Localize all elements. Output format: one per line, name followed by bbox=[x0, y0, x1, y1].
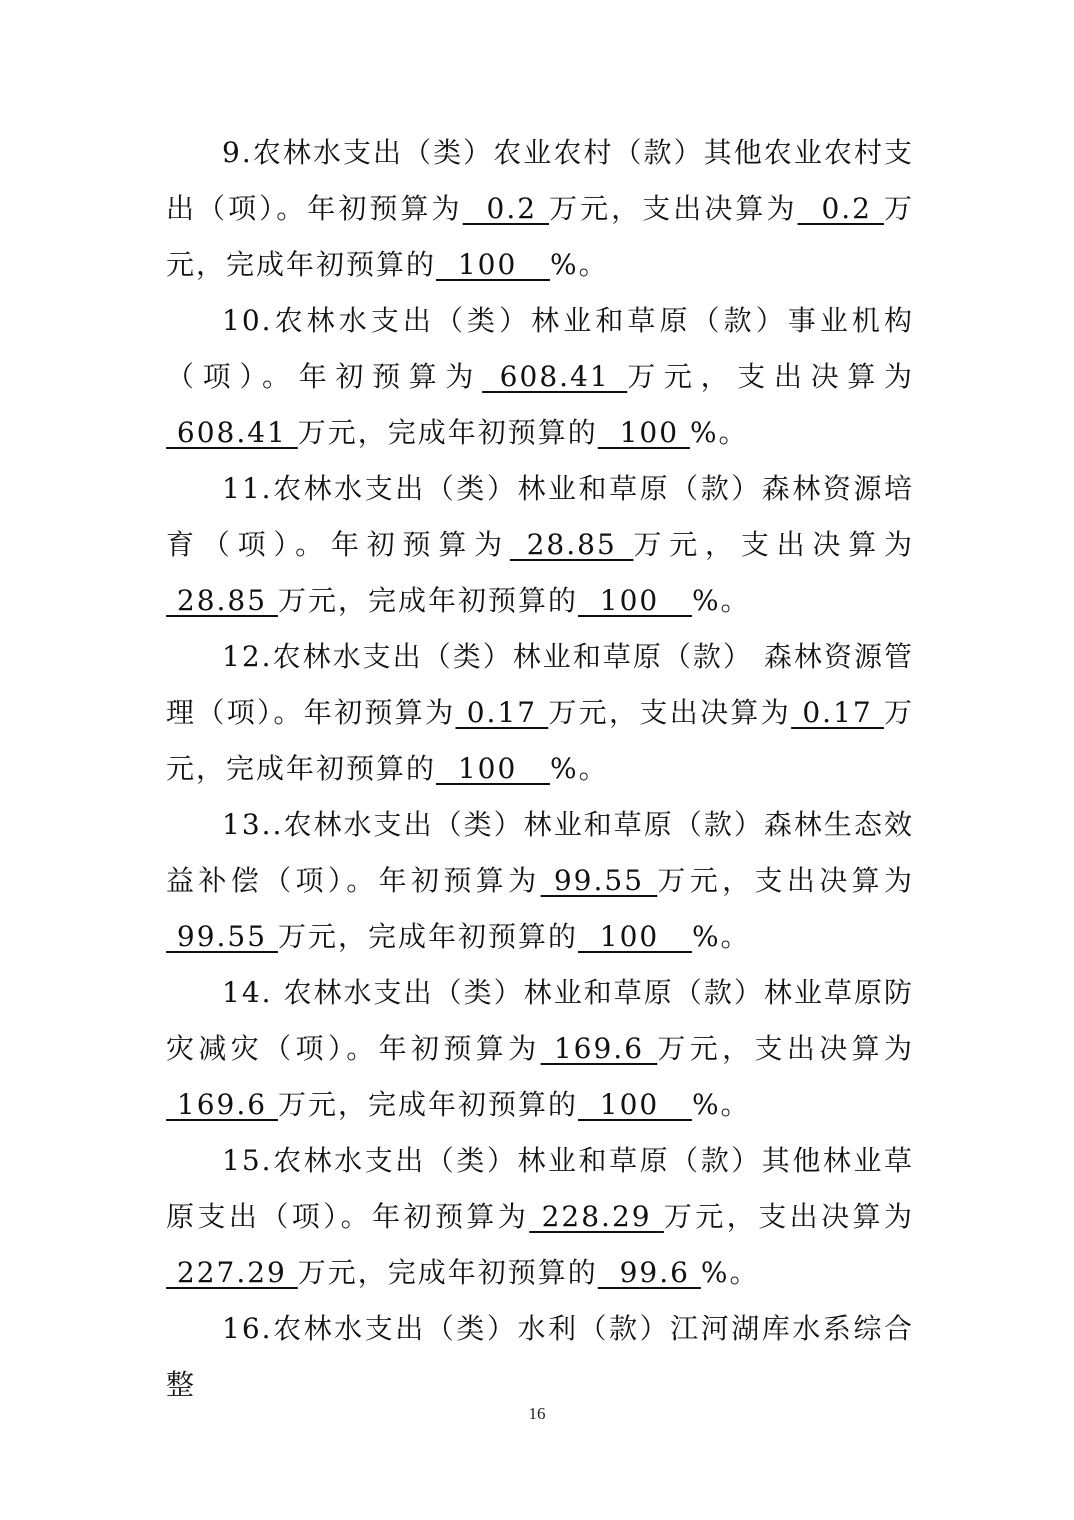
item-text: 农林水支出（类）林业和草原（款）森林生态效益补偿（项）。年初预算为 bbox=[166, 808, 914, 897]
final-value: 608.41 bbox=[166, 416, 298, 449]
budget-value: 169.6 bbox=[540, 1032, 658, 1065]
item-text: 万元，支出决算为 bbox=[549, 192, 798, 225]
document-body bbox=[166, 125, 914, 1413]
item-number: 15. bbox=[222, 1144, 273, 1177]
list-item bbox=[166, 125, 914, 293]
list-item bbox=[166, 629, 914, 797]
budget-value: 0.17 bbox=[455, 696, 549, 729]
item-text: %。 bbox=[549, 752, 609, 785]
item-text: 农林水支出（类）林业和草原（款）事业机构（项）。年初预算为 bbox=[166, 304, 914, 393]
final-value: 28.85 bbox=[166, 584, 278, 617]
completion-rate: 99.6 bbox=[597, 1256, 701, 1289]
completion-rate: 100 bbox=[597, 416, 690, 449]
item-text: 万元，完成年初预算的 bbox=[166, 192, 914, 281]
item-text: 万元，支出决算为 bbox=[627, 360, 914, 393]
final-value: 169.6 bbox=[166, 1088, 278, 1121]
item-number: 11. bbox=[222, 472, 273, 505]
item-text: 农林水支出（类）林业和草原（款）森林资源培育（项）。年初预算为 bbox=[166, 472, 914, 561]
budget-value: 228.29 bbox=[529, 1200, 664, 1233]
item-text: 农林水支出（类）林业和草原（款） 森林资源管理（项）。年初预算为 bbox=[166, 640, 914, 729]
completion-rate: 100 bbox=[577, 584, 692, 617]
item-number: 16. bbox=[222, 1312, 273, 1345]
item-text: 万元，支出决算为 bbox=[548, 696, 792, 729]
item-text: %。 bbox=[700, 1256, 760, 1289]
item-text: %。 bbox=[691, 1088, 751, 1121]
item-text: 万元，完成年初预算的 bbox=[277, 920, 578, 953]
item-text: 万元，完成年初预算的 bbox=[297, 416, 598, 449]
budget-value: 608.41 bbox=[482, 360, 628, 393]
item-number: 12. bbox=[222, 640, 273, 673]
item-text: 农林水支出（类）农业农村（款）其他农业农村支出（项）。年初预算为 bbox=[166, 136, 914, 225]
final-value: 0.17 bbox=[791, 696, 884, 729]
page-number: 16 bbox=[528, 1404, 546, 1423]
item-text: 万元，完成年初预算的 bbox=[297, 1256, 598, 1289]
budget-value: 99.55 bbox=[540, 864, 658, 897]
item-text: %。 bbox=[691, 920, 751, 953]
final-value: 227.29 bbox=[166, 1256, 298, 1289]
list-item bbox=[166, 965, 914, 1133]
final-value: 0.2 bbox=[797, 192, 884, 225]
item-number: 14. bbox=[222, 976, 284, 1009]
item-number: 10. bbox=[222, 304, 273, 337]
list-item bbox=[166, 293, 914, 461]
item-text: 农林水支出（类）林业和草原（款）其他林业草原支出（项）。年初预算为 bbox=[166, 1144, 914, 1233]
list-item bbox=[166, 461, 914, 629]
list-item bbox=[166, 1133, 914, 1301]
completion-rate: 100 bbox=[577, 920, 692, 953]
item-text: 万元，支出决算为 bbox=[633, 528, 914, 561]
item-text: 万元，完成年初预算的 bbox=[277, 584, 578, 617]
item-text: 万元，支出决算为 bbox=[657, 864, 914, 897]
final-value: 99.55 bbox=[166, 920, 278, 953]
item-text: 万元，完成年初预算的 bbox=[166, 696, 914, 785]
item-text: 农林水支出（类）林业和草原（款）林业草原防灾减灾（项）。年初预算为 bbox=[166, 976, 914, 1065]
item-text: %。 bbox=[691, 584, 751, 617]
item-text: 万元，支出决算为 bbox=[663, 1200, 914, 1233]
item-text: %。 bbox=[689, 416, 749, 449]
item-text: %。 bbox=[549, 248, 609, 281]
list-item bbox=[166, 797, 914, 965]
budget-value: 28.85 bbox=[509, 528, 634, 561]
item-text: 万元，支出决算为 bbox=[657, 1032, 914, 1065]
list-item-truncated bbox=[166, 1301, 914, 1413]
completion-rate: 100 bbox=[436, 248, 550, 281]
item-text: 农林水支出（类）水利（款）江河湖库水系综合整 bbox=[166, 1312, 914, 1401]
item-number: 13.. bbox=[222, 808, 284, 841]
item-text: 万元，完成年初预算的 bbox=[277, 1088, 578, 1121]
completion-rate: 100 bbox=[577, 1088, 692, 1121]
budget-value: 0.2 bbox=[462, 192, 550, 225]
completion-rate: 100 bbox=[436, 752, 550, 785]
item-number: 9. bbox=[222, 136, 253, 169]
